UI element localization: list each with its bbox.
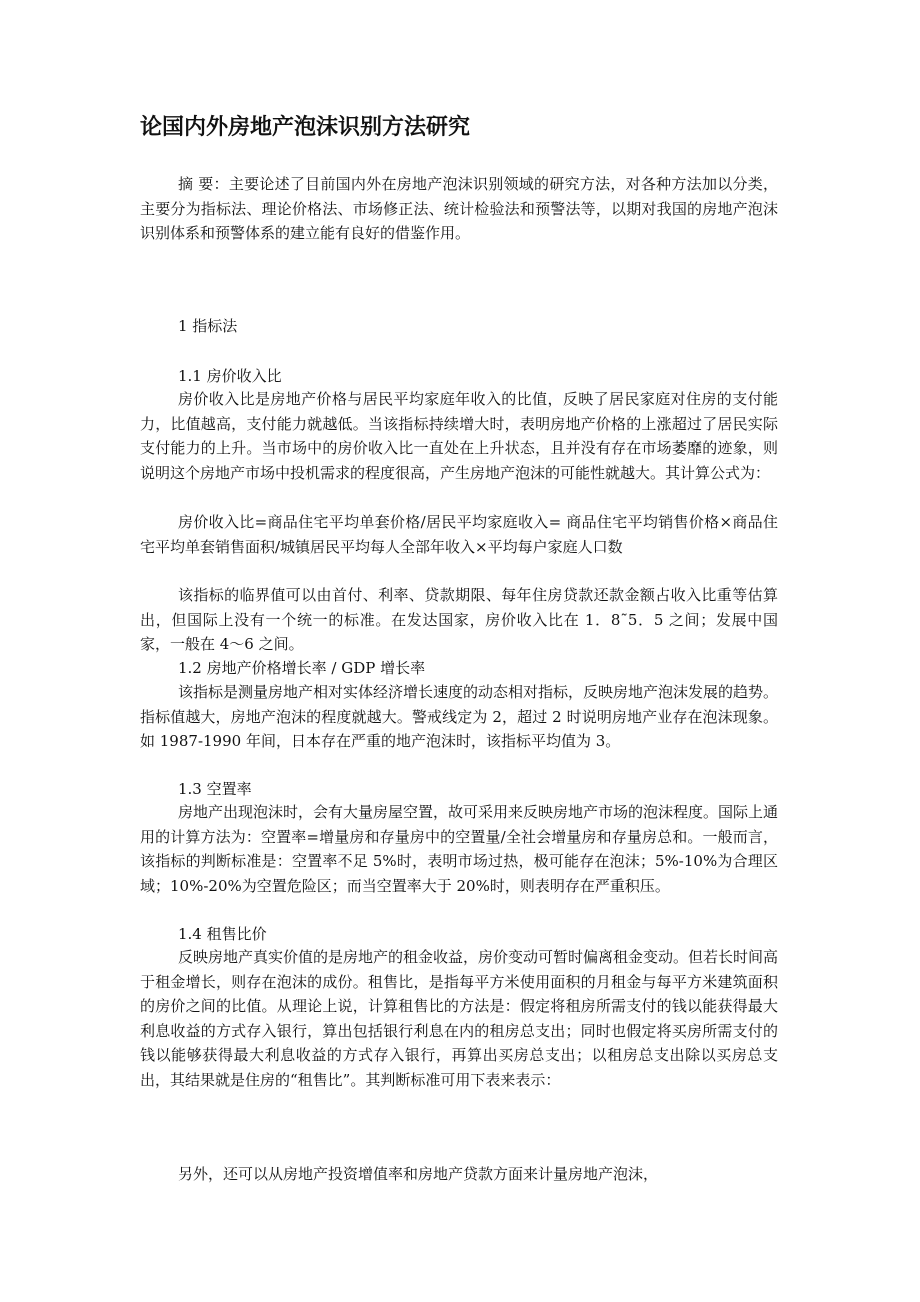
paragraph-final: 另外，还可以从房地产投资增值率和房地产贷款方面来计量房地产泡沫，	[178, 1165, 659, 1183]
paragraph-1-1-a: 房价收入比是房地产价格与居民平均家庭年收入的比值，反映了居民家庭对住房的支付能力，比值越高，支付能力就越低。当该指标持续增大时，表明房地产价格的上涨超过了居民实际支付能力的上升。当市场中的房价收入比一直处在上升状态，且并没有存在市场萎靡的迹象，则说明这个房地产市场中投机需求的程度很高，产生房地产泡沫的可能性就越大。其计算公式为：	[140, 390, 778, 482]
abstract-paragraph: 摘 要：主要论述了目前国内外在房地产泡沫识别领域的研究方法，对各种方法加以分类，主要分为指标法、理论价格法、市场修正法、统计检验法和预警法等，以期对我国的房地产泡沫识别体系和预警体系的建立能有良好的借鉴作用。	[140, 175, 778, 242]
paragraph-1-2: 该指标是测量房地产相对实体经济增长速度的动态相对指标，反映房地产泡沫发展的趋势。指标值越大，房地产泡沫的程度就越大。警戒线定为 2，超过 2 时说明房地产业存在泡沫现象。如 1987-1990 年间，日本存在严重的地产泡沫时，该指标平均值为 3。	[140, 683, 779, 750]
paragraph-1-4: 反映房地产真实价值的是房地产的租金收益，房价变动可暂时偏离租金变动。但若长时间高于租金增长，则存在泡沫的成份。租售比，是指每平方米使用面积的月租金与每平方米建筑面积的房价之间的比值。从理论上说，计算租售比的方法是：假定将租房所需支付的钱以能获得最大利息收益的方式存入银行，算出包括银行利息在内的租房总支出；同时也假定将买房所需支付的钱以能够获得最大利息收益的方式存入银行，再算出买房总支出；以租房总支出除以买房总支出，其结果就是住房的“租售比”。其判断标准可用下表来表示：	[140, 948, 779, 1089]
paragraph-1-1-b: 该指标的临界值可以由首付、利率、贷款期限、每年住房贷款还款金额占收入比重等估算出，但国际上没有一个统一的标准。在发达国家，房价收入比在 1．8˜5．5 之间；发展中国家，一般在 4～6 之间。	[140, 586, 778, 653]
subsection-heading-1-4: 1.4 租售比价	[178, 925, 267, 943]
subsection-heading-1-3: 1.3 空置率	[178, 780, 252, 798]
subsection-heading-1-1: 1.1 房价收入比	[178, 367, 282, 385]
section-heading-1: 1 指标法	[178, 317, 238, 335]
document-title: 论国内外房地产泡沫识别方法研究	[140, 115, 471, 140]
paragraph-1-3: 房地产出现泡沫时，会有大量房屋空置，故可采用来反映房地产市场的泡沫程度。国际上通用的计算方法为：空置率=增量房和存量房中的空置量/全社会增量房和存量房总和。一般而言，该指标的判断标准是：空置率不足 5%时，表明市场过热，极可能存在泡沫；5%-10%为合理区域；10%-20%为空置危险区；而当空置率大于 20%时，则表明存在严重积压。	[140, 803, 779, 895]
subsection-heading-1-2: 1.2 房地产价格增长率 / GDP 增长率	[178, 659, 426, 677]
paragraph-1-1-formula: 房价收入比=商品住宅平均单套价格/居民平均家庭收入= 商品住宅平均销售价格×商品住宅平均单套销售面积/城镇居民平均每人全部年收入×平均每户家庭人口数	[140, 513, 778, 556]
